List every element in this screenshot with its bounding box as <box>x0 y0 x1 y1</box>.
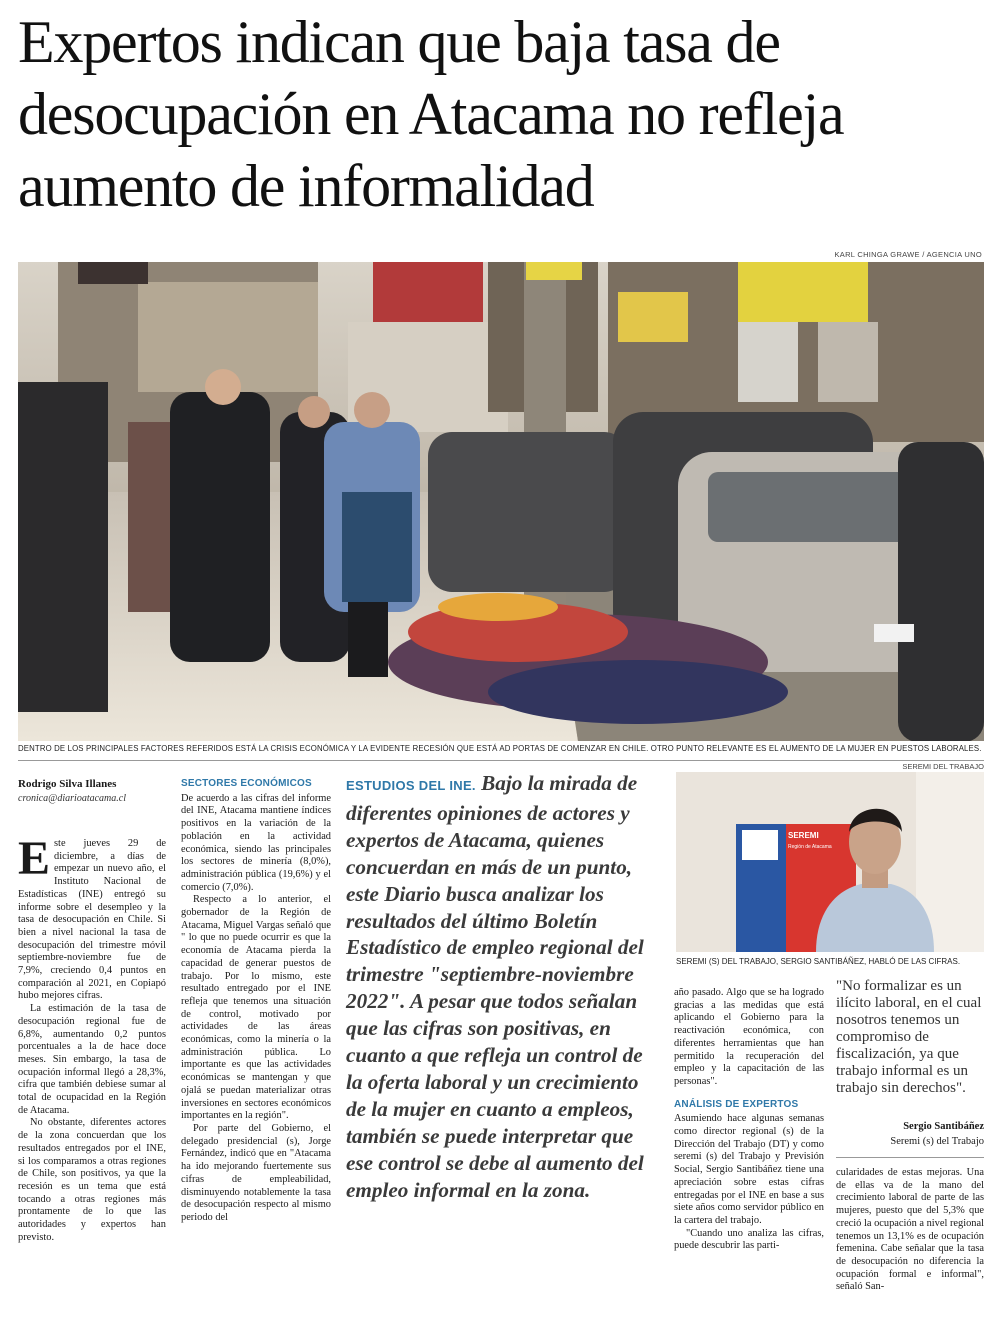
column-2 <box>181 778 331 1225</box>
photo-credit: KARL CHINGA GRAWE / AGENCIA UNO <box>834 250 982 259</box>
lead-label: ESTUDIOS DEL INE. <box>346 778 476 793</box>
section-heading-sectores: SECTORES ECONÓMICOS <box>181 778 312 789</box>
quote-attribution-name: Sergio Santibáñez <box>903 1121 984 1132</box>
street-photo <box>18 262 984 741</box>
paragraph: Por parte del Gobierno, el delegado presidencial (s), Jorge Fernández, indicó que en "Atacama ha ido mejorando fuertemente sus cifras de empleabilidad, disminuyendo notablemente la tasa de desocupación respecto al mismo periodo del <box>181 1122 331 1223</box>
column-5 <box>836 1167 984 1294</box>
banner-title: SEREMI <box>788 831 819 840</box>
paragraph: De acuerdo a las cifras del informe del INE, Atacama mantiene índices positivos en la variación de la población en la actividad económica, siendo las principales los sectores de minería (8,0%), administración pública (19,6%) y el comercio (7,0%). <box>181 792 331 893</box>
column-1 <box>18 832 166 1245</box>
quote-attribution-role: Seremi (s) del Trabajo <box>890 1136 984 1147</box>
lead-paragraph: ESTUDIOS DEL INE. Bajo la mirada de diferentes opiniones de actores y expertos de Atacama, quienes concuerdan en más de un punto, este Diario busca analizar los resultados del último Boletín Estadístico de empleo regional del trimestre "septiembre-noviembre 2022". A pesar que todos señalan que las cifras son positivas, en cuanto a que refleja un control de la oferta laboral y un crecimiento de la mujer en cuanto a empleos, también se puede interpretar que ese control se debe al aumento del empleo informal en la zona. <box>346 771 644 1202</box>
portrait-credit: SEREMI DEL TRABAJO <box>902 762 984 771</box>
paragraph: "Cuando uno analiza las cifras, puede descubrir las parti- <box>674 1227 824 1252</box>
caption-rule <box>18 760 984 761</box>
drop-cap: E <box>18 832 51 885</box>
paragraph: No obstante, diferentes actores de la zona concuerdan que los resultados entregados por el INE, si los comparamos a otras regiones de Chile, son positivos, ya que la recesión es un tema que está tocando a otras regiones más prontamente de lo que las autoridades y expertos han previsto. <box>18 1117 166 1243</box>
headline: Expertos indican que baja tasa de desocupación en Atacama no refleja aumento de informalidad <box>18 9 844 219</box>
paragraph: Asumiendo hace algunas semanas como director regional (s) de la Dirección del Trabajo (DT) y como seremi (s) del Trabajo y Previsión Social, Sergio Santibáñez tiene una apreciación sobre estas cifras entregadas por el INE en base a sus siete años como servidor público en la cartera del trabajo. <box>674 1113 824 1226</box>
photo-caption: DENTRO DE LOS PRINCIPALES FACTORES REFERIDOS ESTÁ LA CRISIS ECONÓMICA Y LA EVIDENTE RECESIÓN QUE ESTÁ AD PORTAS DE COMENZAR EN CHILE. OTRO PUNTO RELEVANTE ES EL AUMENTO DE LA MUJER EN PUESTOS LABORALES. <box>18 744 982 753</box>
paragraph: cularidades de estas mejoras. Una de ellas va de la mano del crecimiento laboral de parte de las mujeres, puesto que del 5,3% que creció la ocupación a nivel regional tenemos un 13,1% es de ocupación femenina. Cabe señalar que la tasa de desocupación no diferencia la ocupación formal e informal", señaló San- <box>836 1167 984 1293</box>
author-email: cronica@diarioatacama.cl <box>18 793 126 804</box>
author-byline: Rodrigo Silva Illanes <box>18 778 117 790</box>
paragraph: La estimación de la tasa de desocupación regional fue de 6,8%, aumentando 0,2 puntos porcentuales a la de hace doce meses. Sin embargo, la tasa de ocupación informal llegó a 28,3%, cifra que también debiese sumar al total de ocupacidad en la Región de Atacama. <box>18 1003 166 1116</box>
banner-subtitle: Región de Atacama <box>788 844 832 850</box>
quote-rule <box>836 1157 984 1158</box>
paragraph: Este jueves 29 de diciembre, a días de empezar un nuevo año, el Instituto Nacional de Estadísticas (INE) entregó su informe sobre el desempleo y la tasa de desocupación en Chile. Si bien a nivel nacional la tasa de desocupación del trimestre móvil septiembre-noviembre fue de 7,9%, creciendo 0,4 puntos en comparación al 2021, en Copiapó hubo mejores cifras. <box>18 832 166 1002</box>
portrait-caption: SEREMI (S) DEL TRABAJO, SERGIO SANTIBÁÑEZ, HABLÓ DE LAS CIFRAS. <box>676 957 961 966</box>
paragraph: año pasado. Algo que se ha logrado gracias a las medidas que está aplicando el Gobierno para la reactivación económica, con diferentes herramientas que han permitido la recuperación del empleo y la capacitación de las personas". <box>674 987 824 1087</box>
paragraph: Respecto a lo anterior, el gobernador de la Región de Atacama, Miguel Vargas señaló que " lo que no puede ocurrir es que la economía de Atacama pierda la capacidad de generar puestos de trabajo. Por lo mismo, este resultado entregado por el INE refleja que tenemos una situación de control, motivado por actividades de las áreas económicas, como la minería o la administración pública. Lo importante es que las actividades económicas se mantengan y que ojalá se puedan materializar otras inversiones en sectores económicos importantes en la región". <box>181 894 331 1122</box>
section-heading-analisis: ANÁLISIS DE EXPERTOS <box>674 1098 799 1110</box>
portrait-photo <box>676 772 984 952</box>
column-4 <box>674 987 824 1253</box>
pull-quote: "No formalizar es un ilícito laboral, en el cual nosotros tenemos un compromiso de fiscalización, ya que trabajo informal es un trabajo sin derechos". <box>836 978 982 1096</box>
